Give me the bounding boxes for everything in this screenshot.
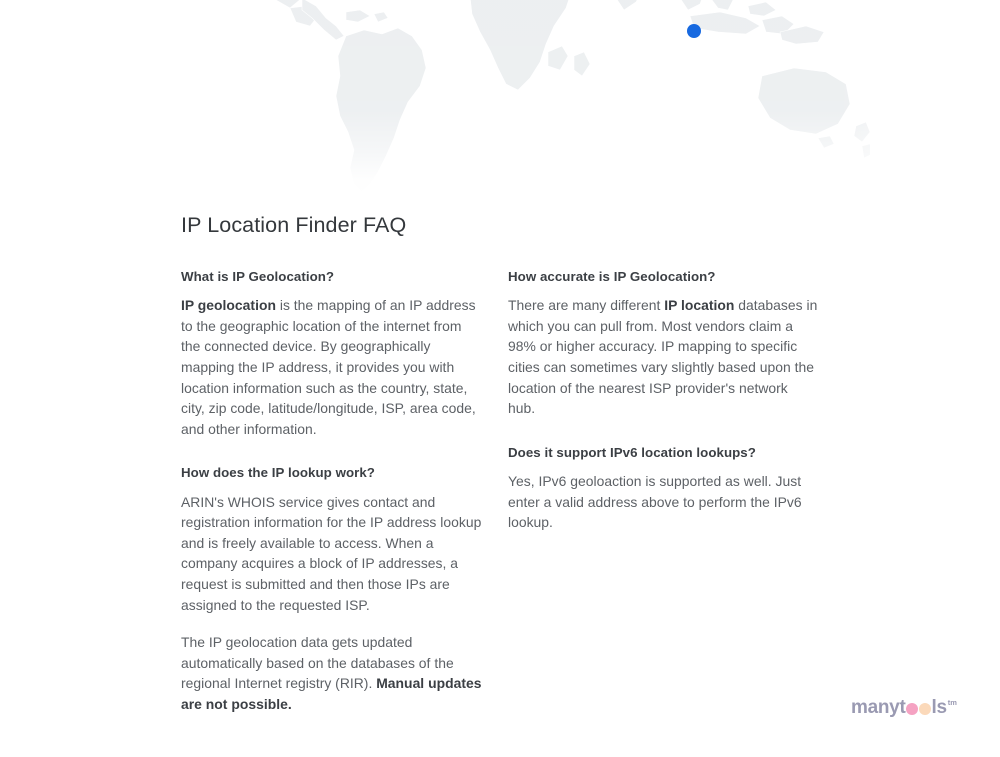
faq-question: Does it support IPv6 location lookups? [508,444,756,460]
logo-text-part2: t [899,697,906,718]
faq-answer [508,295,818,419]
body-text: Yes, IPv6 geoloaction is supported as well. Just enter a valid address above to perform the IPv6 lookup. [508,472,802,531]
faq-item [508,443,818,533]
logo-text-part3: ls [931,697,947,718]
emphasis-text: Manual updates are not possible. [181,675,482,712]
logo-trademark: tm [947,698,957,707]
faq-question: How does the IP lookup work? [181,465,375,481]
logo-text-part1: many [851,697,900,718]
logo-pink-circle-icon [906,703,918,715]
faq-answer [181,632,483,714]
body-text: The IP geolocation data gets updated automatically based on the databases of the regional Internet registry (RIR). [181,634,454,692]
logo-peach-circle-icon [919,703,931,715]
faq-answer [181,492,483,616]
body-text: is the mapping of an IP address to the geographic location of the internet from the connected device. By geographically mapping the IP address, it provides you with location information such as the country, state, city, zip code, latitude/longitude, ISP, area code, and other information. [181,297,476,437]
faq-columns [181,267,821,715]
faq-column-left [181,267,483,715]
faq-item [508,267,818,419]
faq-question: How accurate is IP Geolocation? [508,268,716,284]
world-map-graphic [150,0,870,200]
map-location-marker-icon[interactable] [687,24,701,38]
manytools-logo[interactable] [851,697,957,719]
emphasis-text: IP location [664,297,735,314]
faq-item [181,463,483,714]
body-text: databases in which you can pull from. Most vendors claim a 98% or higher accuracy. IP mapping to specific cities can sometimes vary slightly based upon the location of the nearest ISP provider's network hub. [508,297,818,417]
faq-column-right [508,267,818,533]
faq-answer [181,295,483,439]
faq-answer [508,471,818,533]
faq-item [181,267,483,439]
faq-question: What is IP Geolocation? [181,268,335,284]
body-text: There are many different [508,297,665,314]
emphasis-text: IP geolocation [181,297,276,314]
body-text: ARIN's WHOIS service gives contact and registration information for the IP address lookup and is freely available to access. When a company acquires a block of IP addresses, a request is submitted and then those IPs are assigned to the requested ISP. [181,493,482,613]
world-map-panel[interactable] [0,0,1000,200]
faq-title: IP Location Finder FAQ [181,213,407,237]
faq-section [181,212,821,715]
